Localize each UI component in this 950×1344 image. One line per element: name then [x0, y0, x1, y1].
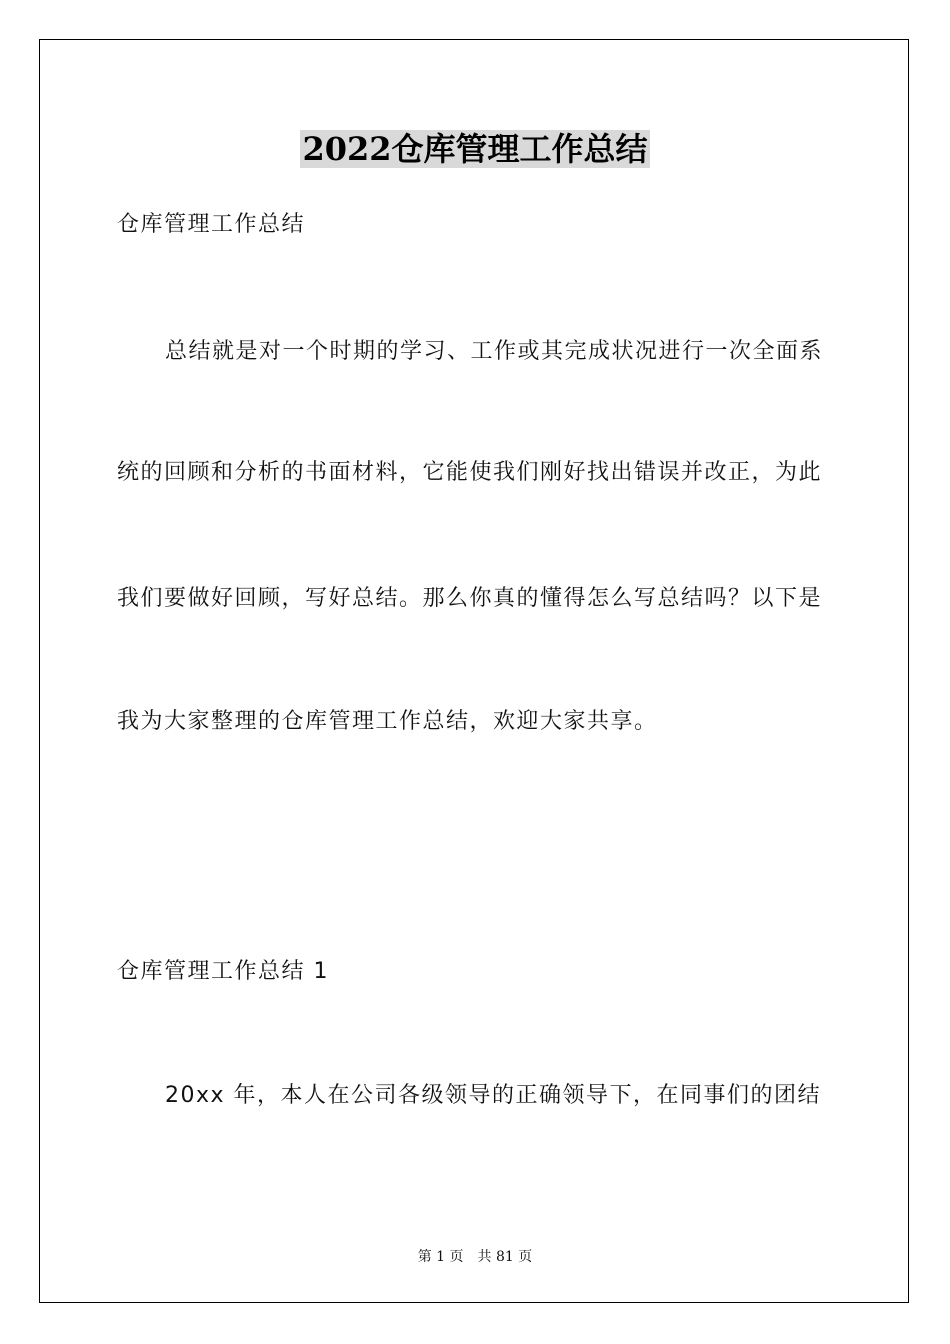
page-number: 第 1 页 共 81 页 — [417, 1249, 533, 1265]
section-heading-intro: 仓库管理工作总结 — [117, 212, 306, 237]
document-title — [0, 126, 950, 172]
paragraph-line: 我为大家整理的仓库管理工作总结，欢迎大家共享。 — [117, 709, 658, 734]
document-title-text: 2022仓库管理工作总结 — [302, 130, 648, 168]
paragraph-line: 总结就是对一个时期的学习、工作或其完成状况进行一次全面系 — [165, 339, 824, 364]
paragraph-line: 我们要做好回顾，写好总结。那么你真的懂得怎么写总结吗？以下是 — [117, 586, 823, 611]
section-heading-1: 仓库管理工作总结 1 — [117, 959, 329, 984]
paragraph-line: 20xx 年，本人在公司各级领导的正确领导下，在同事们的团结 — [165, 1083, 822, 1108]
paragraph-line: 统的回顾和分析的书面材料，它能使我们刚好找出错误并改正，为此 — [117, 460, 823, 485]
